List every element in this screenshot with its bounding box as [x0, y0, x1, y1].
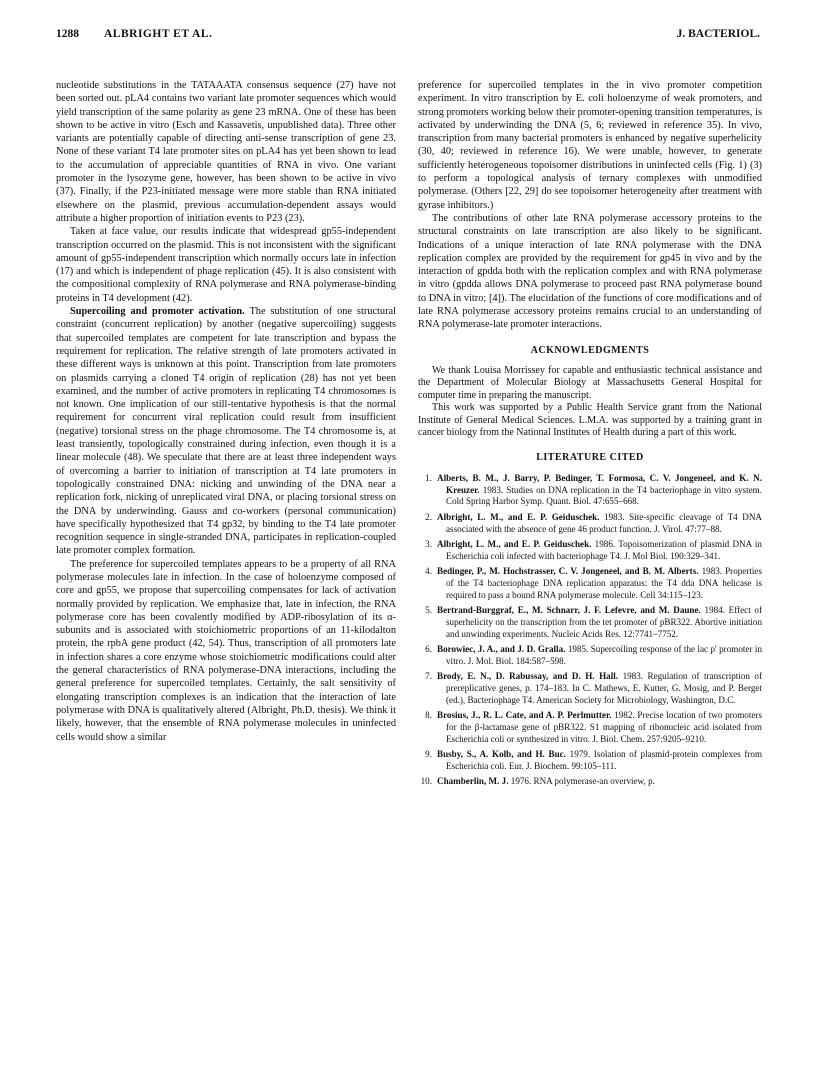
paragraph: This work was supported by a Public Health Service grant from the National Institute of General Medical Sciences. L.M.A. was supported by a training grant in cancer biology from the National Institutes of Health during a part of this work.: [418, 402, 762, 438]
reference-text: 1985. Supercoiling response of the lac p' promoter in vitro. J. Mol. Biol. 184:587–598.: [446, 643, 762, 666]
reference-authors: Alberts, B. M., J. Barry, P. Bedinger, T. Formosa, C. V. Jongeneel, and K. N. Kreuzer.: [437, 472, 762, 495]
paragraph: [56, 305, 396, 558]
paragraph-body: The substitution of one structural constraint (concurrent replication) by another (negative supercoiling) suggests that supercoiled templates are competent for late transcription and bypass the requirement for replication. The relative strength of late promoters activated in these different ways is unknown at this point. Transcription from late promoters on plasmids carrying a cloned T4 origin of replication (28) has not yet been examined, and the number of active promoters in replicating T4 chromosomes is not known. One implication of our still-tentative hypothesis is that the normal requirement for concurrent viral replication could result from insufficient (negative) torsional stress on the phage chromosome. The T4 chromosome is, at least transiently, topologically constrained during infection, even though it is a linear molecule (48). We speculate that there are at least three independent ways of overcoming a barrier to initiation of transcription at T4 late promoters in topologically constrained DNA: nicking and unwinding of the DNA near a replication fork, nicking of unreplicated viral DNA, or placing torsional stress on the DNA by underwinding. Gauss and co-workers (personal communication) have specifically hypothesized that T4 gp32, by binding to the T4 late promoter recognition sequence in single-stranded DNA, participates in replication-coupled late promoter complex formation.: [56, 306, 396, 557]
reference-number: 5.: [425, 604, 432, 615]
reference-text: 1983. Studies on DNA replication in the T4 bacteriophage in vitro system. Cold Spring Harbor Symp. Quant. Biol. 47:655–668.: [446, 484, 762, 507]
reference-number: 1.: [425, 472, 432, 483]
reference-number: 3.: [425, 538, 432, 549]
paragraph: preference for supercoiled templates in the in vivo promoter competition experiment. In vitro transcription by E. coli holoenzyme of weak promoters, and strong promoters working below their promoter-opening transition temperatures, is activated by underwinding the DNA (5, 6; reviewed in reference 35). In vivo, transcription from many bacterial promoters is enhanced by negative superhelicity (30, 40; reviewed in reference 16). We were unable, however, to generate sufficiently heterogeneous topoisomer distributions in uninfected cells (Fig. 1) (3) to perform a topological analysis of ternary complexes with unmodified polymerase. (Others [22, 29] do see topoisomer heterogeneity after treatment with gyrase inhibitors.): [418, 80, 762, 211]
reference-text: 1984. Effect of superhelicity on the transcription from the tet promoter of pBR322. Abortive initiation and unwinding experiments. Nucleic Acids Res. 12:7741–7752.: [446, 604, 762, 639]
running-authors: ALBRIGHT ET AL.: [104, 28, 213, 40]
reference-authors: Bedinger, P., M. Hochstrasser, C. V. Jongeneel, and B. M. Alberts.: [437, 565, 699, 576]
acknowledgments-heading: ACKNOWLEDGMENTS: [530, 344, 650, 356]
paragraph: We thank Louisa Morrissey for capable and enthusiastic technical assistance and the Department of Molecular Biology at Massachusetts General Hospital for computer time in preparing the manuscript.: [418, 364, 762, 401]
section-heading: Supercoiling and promoter activation.: [70, 306, 245, 318]
paragraph: The preference for supercoiled templates appears to be a property of all RNA polymerase molecules late in infection. In the case of holoenzyme composed of core and gp55, we propose that supercoiling compensates for lack of activation normally provided by replication. We emphasize that, late in infection, the RNA polymerase core has been covalently modified by ADP-ribosylation of its α-subunits and is associated with stoichiometric proportions of an 11-kilodalton protein, the rpbA gene product (42, 54). Thus, transcription of all promoters late in infection shares a core enzyme whose stoichiometric modifications could alter the general characteristics of RNA polymerase-DNA interactions, including the general preference for supercoiled templates. Certainly, the salt sensitivity of elongating transcription complexes is an indication that the interaction of late polymerase with DNA is qualitatively altered (Albright, Ph.D. thesis). We think it likely, however, that the ensemble of RNA polymerase molecules in uninfected cells would show a similar: [56, 558, 396, 743]
reference-number: 10.: [420, 776, 432, 787]
reference-item: [418, 776, 762, 788]
reference-text: 1986. Topoisomerization of plasmid DNA in Escherichia coli infected with bacteriophage T4. J. Mol Biol. 190:329–341.: [446, 538, 762, 561]
reference-number: 7.: [425, 671, 432, 682]
reference-authors: Chamberlin, M. J.: [437, 776, 509, 787]
reference-authors: Albright, L. M., and E. P. Geiduschek.: [437, 538, 592, 549]
reference-text: 1983. Regulation of transcription of prereplicative genes, p. 174–183. In C. Mathews, E. Kutter, G. Mosig, and P. Berget (ed.), Bacteriophage T4. American Society for Microbiology, Washington, D.C.: [446, 671, 763, 705]
reference-number: 9.: [425, 749, 432, 760]
reference-item: [418, 512, 762, 536]
reference-authors: Brody, E. N., D. Rabussay, and D. H. Hall.: [437, 671, 619, 682]
reference-item: [418, 473, 762, 509]
reference-item: [418, 539, 762, 563]
page-header: [56, 28, 760, 48]
reference-authors: Brosius, J., R. L. Cate, and A. P. Perlmutter.: [437, 710, 612, 721]
reference-authors: Borowiec, J. A., and J. D. Gralla.: [437, 643, 566, 654]
reference-number: 6.: [425, 643, 432, 654]
reference-item: [418, 671, 762, 707]
reference-text: 1976. RNA polymerase-an overview, p.: [510, 776, 655, 787]
page-number: 1288: [56, 28, 79, 40]
reference-item: [418, 566, 762, 602]
reference-list: [418, 473, 762, 788]
reference-authors: Busby, S., A. Kolb, and H. Buc.: [437, 749, 566, 760]
reference-authors: Albright, L. M., and E. P. Geiduschek.: [437, 511, 600, 522]
reference-number: 4.: [425, 565, 432, 576]
reference-number: 2.: [425, 511, 432, 522]
reference-item: [418, 749, 762, 773]
reference-text: 1983. Site-specific cleavage of T4 DNA associated with the absence of gene 46 product function. J. Virol. 47:77–88.: [446, 511, 762, 534]
reference-text: 1983. Properties of the T4 bacteriophage DNA replication apparatus: the T4 dda DNA helicase is required to pass a bound RNA polymerase molecule. Cell 34:115–123.: [446, 565, 762, 600]
right-column: [418, 79, 762, 791]
reference-item: [418, 710, 762, 746]
paragraph: The contributions of other late RNA polymerase accessory proteins to the structural constraints on late transcription are also likely to be significant. Indications of a unique interaction of late RNA polymerase with the DNA replication complex are provided by the requirement for gp45 in vivo and by the interaction of gpdda both with the replication complex and with RNA polymerase in vitro (gpdda allows DNA polymerase to proceed past RNA polymerase bound to DNA in vitro; [4]). The elucidation of the functions of core modifications and of late RNA polymerase accessory proteins remains crucial to an understanding of RNA polymerase-late promoter interactions.: [418, 212, 762, 331]
reference-text: 1979. Isolation of plasmid-protein complexes from Escherichia coli. Eur. J. Biochem. 99:105–111.: [446, 749, 763, 771]
paragraph: Taken at face value, our results indicate that widespread gp55-independent transcription occurred on the plasmid. This is not inconsistent with the significant amount of gp55-independent transcription which normally occurs late in infection (17) and which is independent of phage replication (45). It is also consistent with the compositional complexity of RNA polymerase and RNA polymerase-binding proteins in T4 development (42).: [56, 226, 396, 304]
reference-authors: Bertrand-Burggraf, E., M. Schnarr, J. F. Lefevre, and M. Daune.: [437, 604, 701, 615]
left-column: [56, 79, 396, 744]
reference-number: 8.: [425, 710, 432, 721]
reference-item: [418, 605, 762, 641]
reference-item: [418, 644, 762, 668]
reference-text: 1982. Precise location of two promoters for the β-lactamase gene of pBR322. S1 mapping of ribonucleic acid isolated from Escherichia coli or synthesized in vitro. J. Biol. Chem. 257:9205–9210.: [446, 710, 762, 744]
journal-name: J. BACTERIOL.: [676, 28, 760, 40]
literature-cited-heading: LITERATURE CITED: [536, 452, 644, 464]
acknowledgments: [418, 365, 762, 439]
paragraph: nucleotide substitutions in the TATAAATA consensus sequence (27) have not been sorted out. pLA4 contains two variant late promoter sequences which would yield transcription of the same polarity as gene 23 mRNA. One of these has been shown to be active in vitro (Esch and Kassavetis, unpublished data). Three other variants are potentially capable of directing anti-sense transcription of gene 23. None of these variant T4 late promoter sites on pLA4 has yet been shown to lead to the accumulation of appreciable quantities of RNA in vivo. One variant promoter in the lysozyme gene, however, has been shown to be active in vivo (37). Finally, if the P23-initiated message were more stable than RNA initiated elsewhere on the plasmid, previous accumulation-dependent assays would attribute a higher proportion of initiation events to P23 (23).: [56, 80, 396, 224]
